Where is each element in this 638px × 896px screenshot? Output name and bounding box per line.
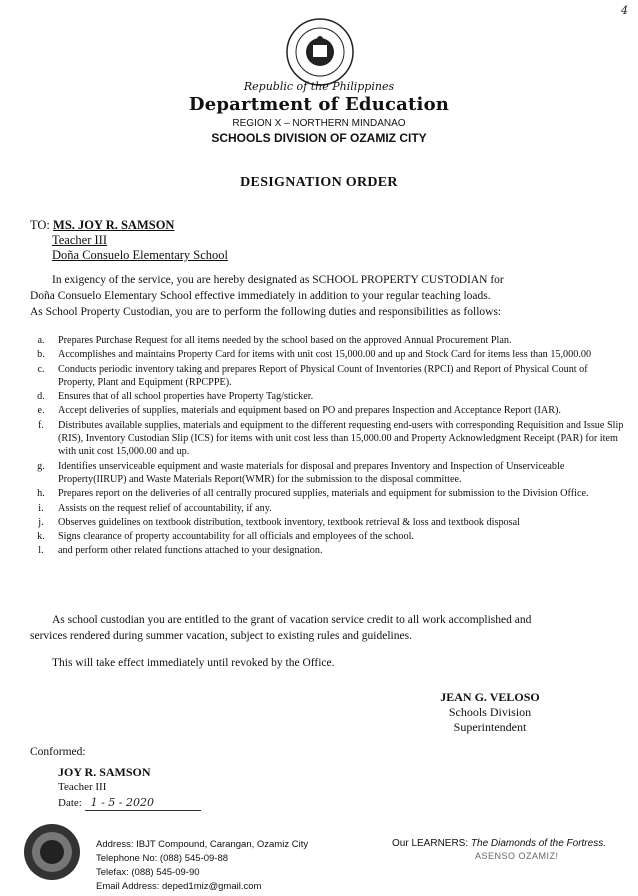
footer-email: Email Address: deped1miz@gmail.com [96,881,262,892]
duty-item [26,419,626,459]
duty-item [26,460,626,487]
duty-text: Observes guidelines on textbook distribution, textbook inventory, textbook retrieval & loss and textbook disposal [58,516,520,528]
duty-letter: d. [37,391,45,403]
date-value: 1 - 5 - 2020 [85,795,201,811]
signatory-name: JEAN G. VELOSO [440,690,540,704]
signatory-block [415,690,565,735]
duty-text: Assists on the request relief of accountability, if any. [58,502,272,514]
duty-text: Accomplishes and maintains Property Card for items with unit cost 15,000.00 and up and Stock Card for items less than 15,000.00 [58,349,592,361]
conformed-name: JOY R. SAMSON [58,765,151,779]
duty-letter: j. [38,516,44,528]
region-header: REGION X – NORTHERN MINDANAO [232,118,406,129]
signatory-title: Schools Division Superintendent [448,705,532,734]
conformed-date-row [58,795,201,811]
conformed-position: Teacher III [58,781,107,793]
deped-seal-icon [285,17,355,87]
duty-text: Ensures that of all school properties have Property Tag/sticker. [58,391,314,403]
recipient-school: Doña Consuelo Elementary School [52,248,229,262]
duty-item [26,404,626,417]
footer-contact [96,838,308,894]
conformed-block [58,765,201,811]
conformed-label: Conformed: [30,746,86,758]
recipient-position: Teacher III [52,233,107,247]
duty-letter: b. [37,349,45,361]
custodian-line: As school custodian you are entitled to the grant of vacation service credit to all work accomplished and [52,614,532,626]
intro-paragraph [30,272,620,320]
motto-learners: Our LEARNERS: [392,838,469,849]
duty-text: Accept deliveries of supplies, materials and equipment based on PO and prepares Inspection and Acceptance Report (IAR). [58,405,561,417]
duty-item [26,487,626,500]
date-label: Date: [58,797,82,809]
duty-text: Prepares Purchase Request for all items needed by the school based on the approved Annual Procurement Plan. [58,335,512,346]
duty-item [26,544,626,557]
republic-header: Republic of the Philippines [243,80,395,93]
page-number: 4 [621,4,628,17]
intro-line: Doña Consuelo Elementary School effective immediately in addition to your regular teaching loads. [30,290,491,302]
footer-telephone: Telephone No: (088) 545-09-88 [96,853,229,864]
duty-letter: g. [37,460,45,472]
recipient-name: MS. JOY R. SAMSON [53,218,175,232]
duty-item [26,334,626,347]
intro-line: In exigency of the service, you are hereby designated as SCHOOL PROPERTY CUSTODIAN for [52,274,504,286]
footer-motto [392,838,606,849]
footer-address: Address: IBJT Compound, Carangan, Ozamiz City [96,839,309,850]
department-header: Department of Education [188,94,450,115]
duty-item [26,530,626,543]
recipient-block [30,218,174,233]
duty-item [26,348,626,361]
duty-item [26,363,626,390]
duty-text: Conducts periodic inventory taking and prepares Report of Physical Count of Inventories (RPCI) and Report of Physical Count of Property, Plant and Equipment (RPCPPE). [58,363,588,388]
effect-text: This will take effect immediately until revoked by the Office. [52,657,335,669]
document-title: DESIGNATION ORDER [240,175,398,190]
intro-line: As School Property Custodian, you are to perform the following duties and responsibilities as follows: [30,306,502,318]
duty-letter: k. [37,531,45,543]
duty-letter: e. [37,405,45,417]
duty-item [26,516,626,529]
duties-list [26,334,626,559]
duty-text: Prepares report on the deliveries of all centrally procured supplies, materials and equipment for submission to the Division Office. [58,488,589,500]
duty-item [26,390,626,403]
duty-text: Signs clearance of property accountability for all officials and employees of the school. [58,531,414,543]
division-seal-icon [22,822,82,882]
duty-letter: i. [38,502,44,514]
duty-letter: h. [37,488,45,500]
division-header: SCHOOLS DIVISION OF OZAMIZ CITY [211,131,427,145]
motto-diamonds: The Diamonds of the Fortress. [470,838,606,849]
motto-asenso: ASENSO OZAMIZ! [475,851,559,861]
duty-text: and perform other related functions attached to your designation. [58,545,323,557]
custodian-paragraph [30,612,620,644]
duty-item [26,502,626,515]
duty-text: Identifies unserviceable equipment and waste materials for disposal and prepares Inventory and Inspection of Unserviceable Property(IIRUP) and Waste Materials Report(WMR) for the submission to the disposal committee. [58,460,565,485]
duty-letter: l. [38,545,44,557]
duty-letter: a. [37,335,45,346]
duty-letter: f. [38,419,44,431]
to-label: TO: [30,218,50,232]
footer-telefax: Telefax: (088) 545-09-90 [96,867,200,878]
duty-text: Distributes available supplies, materials and equipment to the different requesting end-users with corresponding Requisition and Issue Slip (RIS), Inventory Custodian Slip (ICS) for items with unit cost less than 15,000.00 and Property Acknowledgment Receipt (PAR) for item with unit cost 15,000.00 and up. [58,419,624,458]
custodian-line: services rendered during summer vacation, subject to existing rules and guidelines. [30,630,412,642]
duty-letter: c. [37,363,45,375]
